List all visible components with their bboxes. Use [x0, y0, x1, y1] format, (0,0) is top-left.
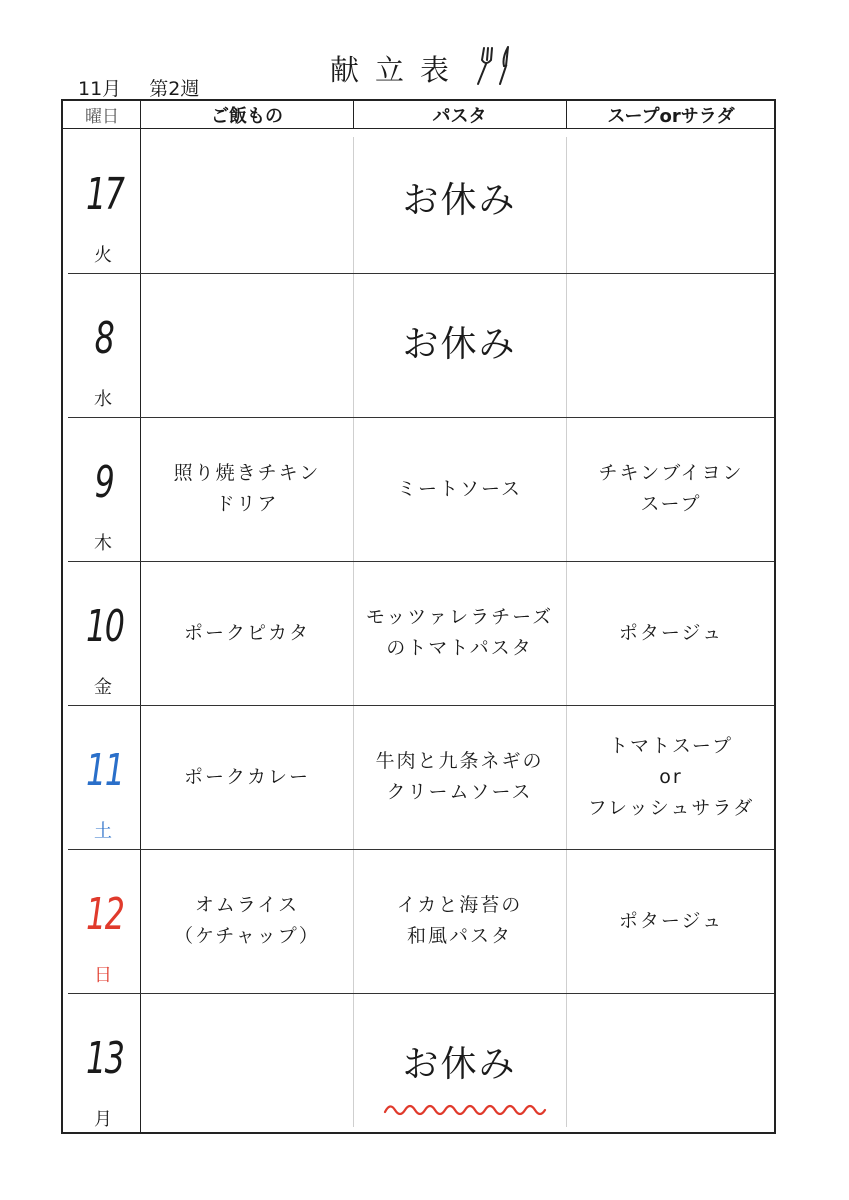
menu-item-line: ポタージュ — [618, 621, 724, 644]
weekday-label: 水 — [94, 389, 112, 410]
rice-cell — [141, 281, 353, 409]
menu-item-line: ミートソース — [396, 477, 523, 500]
day-number: 9 — [94, 457, 114, 508]
soup-cell — [566, 137, 776, 265]
menu-item-line: トマトスープ — [609, 734, 733, 757]
pasta-cell — [353, 713, 566, 841]
soup-cell — [566, 713, 776, 841]
weekday-label: 火 — [94, 245, 112, 266]
soup-cell — [566, 569, 776, 697]
menu-item-line: ポタージュ — [618, 909, 724, 932]
menu-item-line: or — [659, 765, 683, 788]
week-number: 第2週 — [149, 78, 200, 100]
menu-table — [61, 99, 776, 1134]
menu-item-line: （ケチャップ） — [174, 925, 320, 947]
header-rice: ご飯もの — [141, 101, 353, 129]
weekday-label: 木 — [94, 533, 112, 554]
rice-cell — [141, 713, 353, 841]
row-divider — [68, 273, 774, 274]
day-number: 13 — [86, 1033, 124, 1084]
menu-item-line: ポークピカタ — [183, 621, 310, 644]
day-number: 10 — [86, 601, 124, 652]
soup-cell — [566, 1001, 776, 1129]
menu-item-line: のトマトパスタ — [386, 637, 533, 659]
rice-cell — [141, 569, 353, 697]
row-divider — [68, 561, 774, 562]
rice-cell — [141, 857, 353, 985]
row-divider — [68, 417, 774, 418]
closed-label: お休み — [402, 1044, 517, 1085]
weekday-label: 金 — [94, 677, 112, 698]
closed-label: お休み — [402, 180, 517, 221]
weekday-label: 日 — [94, 965, 112, 986]
menu-item-line: 和風パスタ — [406, 925, 512, 947]
pasta-cell — [353, 137, 566, 265]
row-divider — [68, 993, 774, 994]
menu-item-line: フレッシュサラダ — [587, 796, 755, 819]
page-title: 献立表 — [330, 53, 466, 87]
month-label: 11月 — [78, 78, 122, 100]
pasta-cell — [353, 857, 566, 985]
pasta-cell — [353, 425, 566, 553]
menu-item-line: スープ — [640, 493, 702, 515]
soup-cell — [566, 857, 776, 985]
fork-knife-icon — [470, 44, 520, 86]
menu-item-line: チキンブイヨン — [598, 462, 744, 484]
soup-cell — [566, 425, 776, 553]
rice-cell — [141, 137, 353, 265]
day-number: 17 — [86, 169, 124, 220]
pasta-cell — [353, 281, 566, 409]
menu-item-line: 牛肉と九条ネギの — [375, 750, 544, 772]
menu-item-line: ドリア — [215, 493, 279, 515]
menu-item-line: イカと海苔の — [396, 894, 523, 916]
week-label — [78, 74, 221, 101]
header-day: 曜日 — [63, 101, 141, 129]
menu-item-line: クリームソース — [386, 781, 533, 803]
day-number: 12 — [86, 889, 124, 940]
weekday-label: 土 — [94, 821, 112, 842]
header-divider — [353, 101, 354, 129]
header-soup: スープorサラダ — [566, 101, 776, 129]
rice-cell — [141, 1001, 353, 1129]
closed-label: お休み — [402, 324, 517, 365]
row-divider — [68, 705, 774, 706]
weekday-label: 月 — [94, 1109, 112, 1130]
row-divider — [68, 849, 774, 850]
day-number: 11 — [86, 745, 124, 796]
menu-item-line: ポークカレー — [183, 765, 310, 788]
menu-item-line: 照り焼きチキン — [173, 462, 321, 484]
wavy-underline — [383, 1100, 553, 1120]
menu-item-line: モッツァレラチーズ — [365, 606, 554, 628]
header-divider — [566, 101, 567, 129]
day-number: 8 — [94, 313, 114, 364]
menu-item-line: オムライス — [194, 894, 300, 916]
rice-cell — [141, 425, 353, 553]
header-pasta: パスタ — [353, 101, 566, 129]
pasta-cell — [353, 569, 566, 697]
soup-cell — [566, 281, 776, 409]
